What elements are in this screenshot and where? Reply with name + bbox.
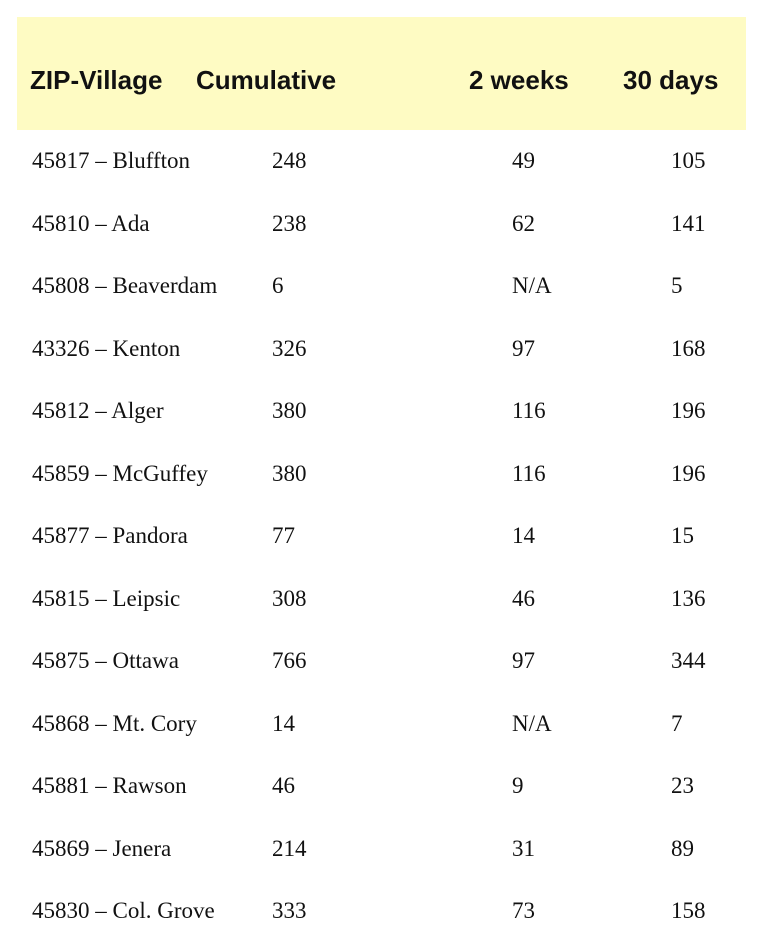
cell-zip-village: 45817 – Bluffton <box>32 148 191 173</box>
cell-thirty-days: 158 <box>671 898 706 923</box>
cell-two-weeks: N/A <box>512 710 552 736</box>
cell-two-weeks: 46 <box>512 585 535 611</box>
cell-thirty-days: 136 <box>671 585 706 611</box>
header-two-weeks: 2 weeks <box>469 65 569 95</box>
cell-cumulative: 333 <box>272 898 307 923</box>
cell-two-weeks: 116 <box>512 398 546 423</box>
cell-two-weeks: 49 <box>512 148 535 173</box>
table-row <box>0 380 772 443</box>
cell-cumulative: 6 <box>272 273 284 298</box>
cell-cumulative: 766 <box>272 648 307 673</box>
cell-cumulative: 326 <box>272 335 307 361</box>
cell-zip-village: 45875 – Ottawa <box>32 648 179 673</box>
table-header <box>17 17 746 130</box>
table-row <box>0 193 772 256</box>
table-row <box>0 755 772 818</box>
cell-two-weeks: 9 <box>512 773 524 798</box>
cell-zip-village: 45868 – Mt. Cory <box>32 710 197 736</box>
cell-thirty-days: 196 <box>671 398 706 423</box>
cell-two-weeks: 14 <box>512 523 535 548</box>
cell-thirty-days: 15 <box>671 523 694 548</box>
table-row <box>0 630 772 693</box>
table-row <box>0 880 772 943</box>
cell-two-weeks: N/A <box>512 273 552 298</box>
cell-cumulative: 214 <box>272 835 307 861</box>
cell-zip-village: 43326 – Kenton <box>32 335 181 361</box>
cell-cumulative: 77 <box>272 523 295 548</box>
header-cumulative: Cumulative <box>196 65 337 95</box>
table-row <box>0 568 772 631</box>
cell-thirty-days: 5 <box>671 273 683 298</box>
cell-two-weeks: 73 <box>512 898 535 923</box>
cell-thirty-days: 196 <box>671 460 706 486</box>
cell-thirty-days: 105 <box>671 148 706 173</box>
cell-two-weeks: 116 <box>512 460 546 486</box>
cell-two-weeks: 97 <box>512 648 535 673</box>
cell-cumulative: 248 <box>272 148 307 173</box>
cell-thirty-days: 344 <box>671 648 706 673</box>
cell-cumulative: 308 <box>272 585 307 611</box>
cell-zip-village: 45881 – Rawson <box>32 773 187 798</box>
cell-thirty-days: 23 <box>671 773 694 798</box>
cell-zip-village: 45808 – Beaverdam <box>32 273 218 298</box>
cell-thirty-days: 141 <box>671 210 706 236</box>
cell-zip-village: 45810 – Ada <box>32 210 150 236</box>
cell-two-weeks: 31 <box>512 835 535 861</box>
table-row <box>0 818 772 881</box>
cell-zip-village: 45830 – Col. Grove <box>32 898 215 923</box>
table-row <box>0 443 772 506</box>
cell-zip-village: 45869 – Jenera <box>32 835 172 861</box>
cell-cumulative: 238 <box>272 210 307 236</box>
cell-thirty-days: 7 <box>671 710 683 736</box>
cell-cumulative: 380 <box>272 460 307 486</box>
cell-zip-village: 45815 – Leipsic <box>32 585 181 611</box>
table-body <box>0 130 772 943</box>
header-thirty-days: 30 days <box>623 65 719 95</box>
cell-two-weeks: 97 <box>512 335 535 361</box>
cell-cumulative: 14 <box>272 710 295 736</box>
cell-zip-village: 45877 – Pandora <box>32 523 188 548</box>
cell-zip-village: 45859 – McGuffey <box>32 460 208 486</box>
cell-cumulative: 46 <box>272 773 295 798</box>
cell-thirty-days: 168 <box>671 335 706 361</box>
table-row <box>0 255 772 318</box>
table-row <box>0 505 772 568</box>
cell-two-weeks: 62 <box>512 210 535 236</box>
table-row <box>0 318 772 381</box>
table-row <box>0 693 772 756</box>
cell-cumulative: 380 <box>272 398 307 423</box>
cell-zip-village: 45812 – Alger <box>32 398 164 423</box>
header-zip-village: ZIP-Village <box>30 65 163 95</box>
table-row <box>0 130 772 193</box>
cell-thirty-days: 89 <box>671 835 694 861</box>
